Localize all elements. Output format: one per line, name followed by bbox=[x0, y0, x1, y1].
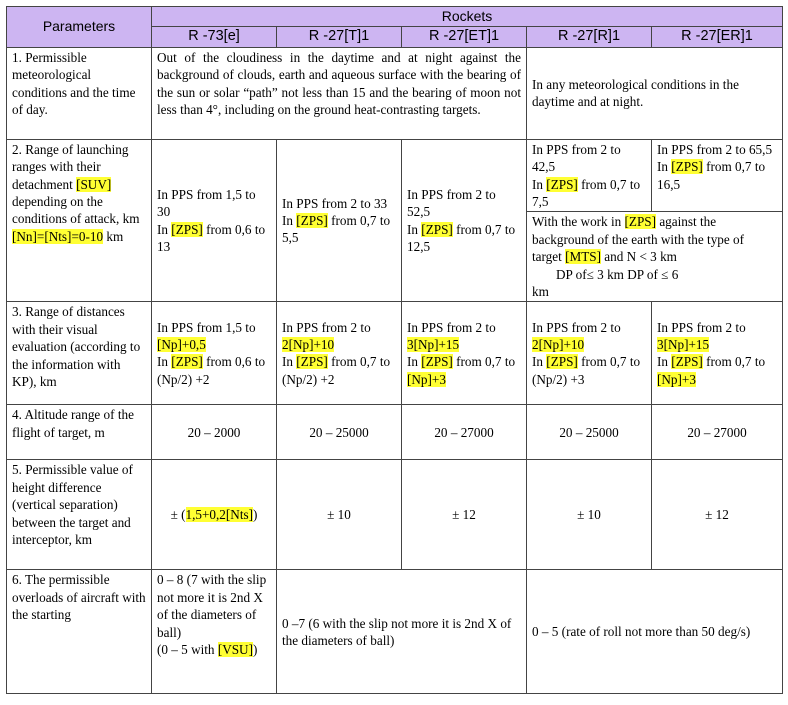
row4-r73e-value: 20 – 2000 bbox=[152, 405, 277, 460]
row2-radar-note: With the work in [ZPS] against the background of the earth with the type of target [MTS] and N < 3 km DP of≤ 3 km DP of ≤ 6 km bbox=[527, 212, 783, 302]
row5-r27r1-value: ± 10 bbox=[527, 460, 652, 570]
table-row bbox=[7, 47, 783, 139]
row2-r27et1-cell: In PPS from 2 to 52,5 In [ZPS] from 0,7 to 12,5 bbox=[402, 139, 527, 302]
table-row bbox=[7, 460, 783, 570]
table-row bbox=[7, 302, 783, 405]
row4-r27r1-value: 20 – 25000 bbox=[527, 405, 652, 460]
rocket-r27et1-header: R -27[ET]1 bbox=[402, 27, 527, 47]
row5-label: 5. Permissible value of height difference (vertical separation) between the target and interceptor, km bbox=[7, 460, 152, 570]
row3-label: 3. Range of distances with their visual evaluation (according to the information with KP), km bbox=[7, 302, 152, 405]
row2-r27t1-cell: In PPS from 2 to 33 In [ZPS] from 0,7 to 5,5 bbox=[277, 139, 402, 302]
row4-r27et1-value: 20 – 27000 bbox=[402, 405, 527, 460]
parameters-header: Parameters bbox=[7, 7, 152, 48]
parameters-table bbox=[6, 6, 783, 694]
row4-r27er1-value: 20 – 27000 bbox=[652, 405, 783, 460]
row5-r73e-value: ± (1,5+0,2[Nts]) bbox=[152, 460, 277, 570]
row1-radar-conditions: In any meteorological conditions in the daytime and at night. bbox=[527, 47, 783, 139]
row3-r27r1-cell: In PPS from 2 to 2[Np]+10 In [ZPS] from 0,7 to (Np/2) +3 bbox=[527, 302, 652, 405]
rocket-r27t1-header: R -27[T]1 bbox=[277, 27, 402, 47]
table-row bbox=[7, 405, 783, 460]
table-row bbox=[7, 139, 783, 212]
rocket-r27r1-header: R -27[R]1 bbox=[527, 27, 652, 47]
row1-thermal-conditions: Out of the cloudiness in the daytime and at night against the background of clouds, earth and aqueous surface with the bearing of the sun or solar “path” not less than 15 and the bearing of moon not less than 4°, including on the ground heat-contrasting targets. bbox=[152, 47, 527, 139]
row5-r27et1-value: ± 12 bbox=[402, 460, 527, 570]
row2-r73e-cell: In PPS from 1,5 to 30 In [ZPS] from 0,6 to 13 bbox=[152, 139, 277, 302]
row6-label: 6. The permissible overloads of aircraft with the starting bbox=[7, 570, 152, 694]
row5-r27er1-value: ± 12 bbox=[652, 460, 783, 570]
row1-label: 1. Permissible meteorological conditions and the time of day. bbox=[7, 47, 152, 139]
row2-label: 2. Range of launching ranges with their detachment [SUV] depending on the conditions of attack, km [Nn]=[Nts]=0-10 km bbox=[7, 139, 152, 302]
row5-r27t1-value: ± 10 bbox=[277, 460, 402, 570]
row4-label: 4. Altitude range of the flight of target, m bbox=[7, 405, 152, 460]
table-row bbox=[7, 570, 783, 694]
rockets-header: Rockets bbox=[152, 7, 783, 27]
row6-r27-thermal-cell: 0 –7 (6 with the slip not more it is 2nd X of the diameters of ball) bbox=[277, 570, 527, 694]
row4-r27t1-value: 20 – 25000 bbox=[277, 405, 402, 460]
row2-r27r1-cell: In PPS from 2 to 42,5 In [ZPS] from 0,7 to 7,5 bbox=[527, 139, 652, 212]
row3-r27er1-cell: In PPS from 2 to 3[Np]+15 In [ZPS] from 0,7 to [Np]+3 bbox=[652, 302, 783, 405]
row3-r27t1-cell: In PPS from 2 to 2[Np]+10 In [ZPS] from 0,7 to (Np/2) +2 bbox=[277, 302, 402, 405]
row3-r27et1-cell: In PPS from 2 to 3[Np]+15 In [ZPS] from 0,7 to [Np]+3 bbox=[402, 302, 527, 405]
row6-r73e-cell: 0 – 8 (7 with the slip not more it is 2nd X of the diameters of ball) (0 – 5 with [VSU]) bbox=[152, 570, 277, 694]
rocket-r27er1-header: R -27[ER]1 bbox=[652, 27, 783, 47]
rocket-r73e-header: R -73[e] bbox=[152, 27, 277, 47]
row6-r27-radar-cell: 0 – 5 (rate of roll not more than 50 deg/s) bbox=[527, 570, 783, 694]
row3-r73e-cell: In PPS from 1,5 to [Np]+0,5 In [ZPS] from 0,6 to (Np/2) +2 bbox=[152, 302, 277, 405]
row2-r27er1-cell: In PPS from 2 to 65,5 In [ZPS] from 0,7 to 16,5 bbox=[652, 139, 783, 212]
